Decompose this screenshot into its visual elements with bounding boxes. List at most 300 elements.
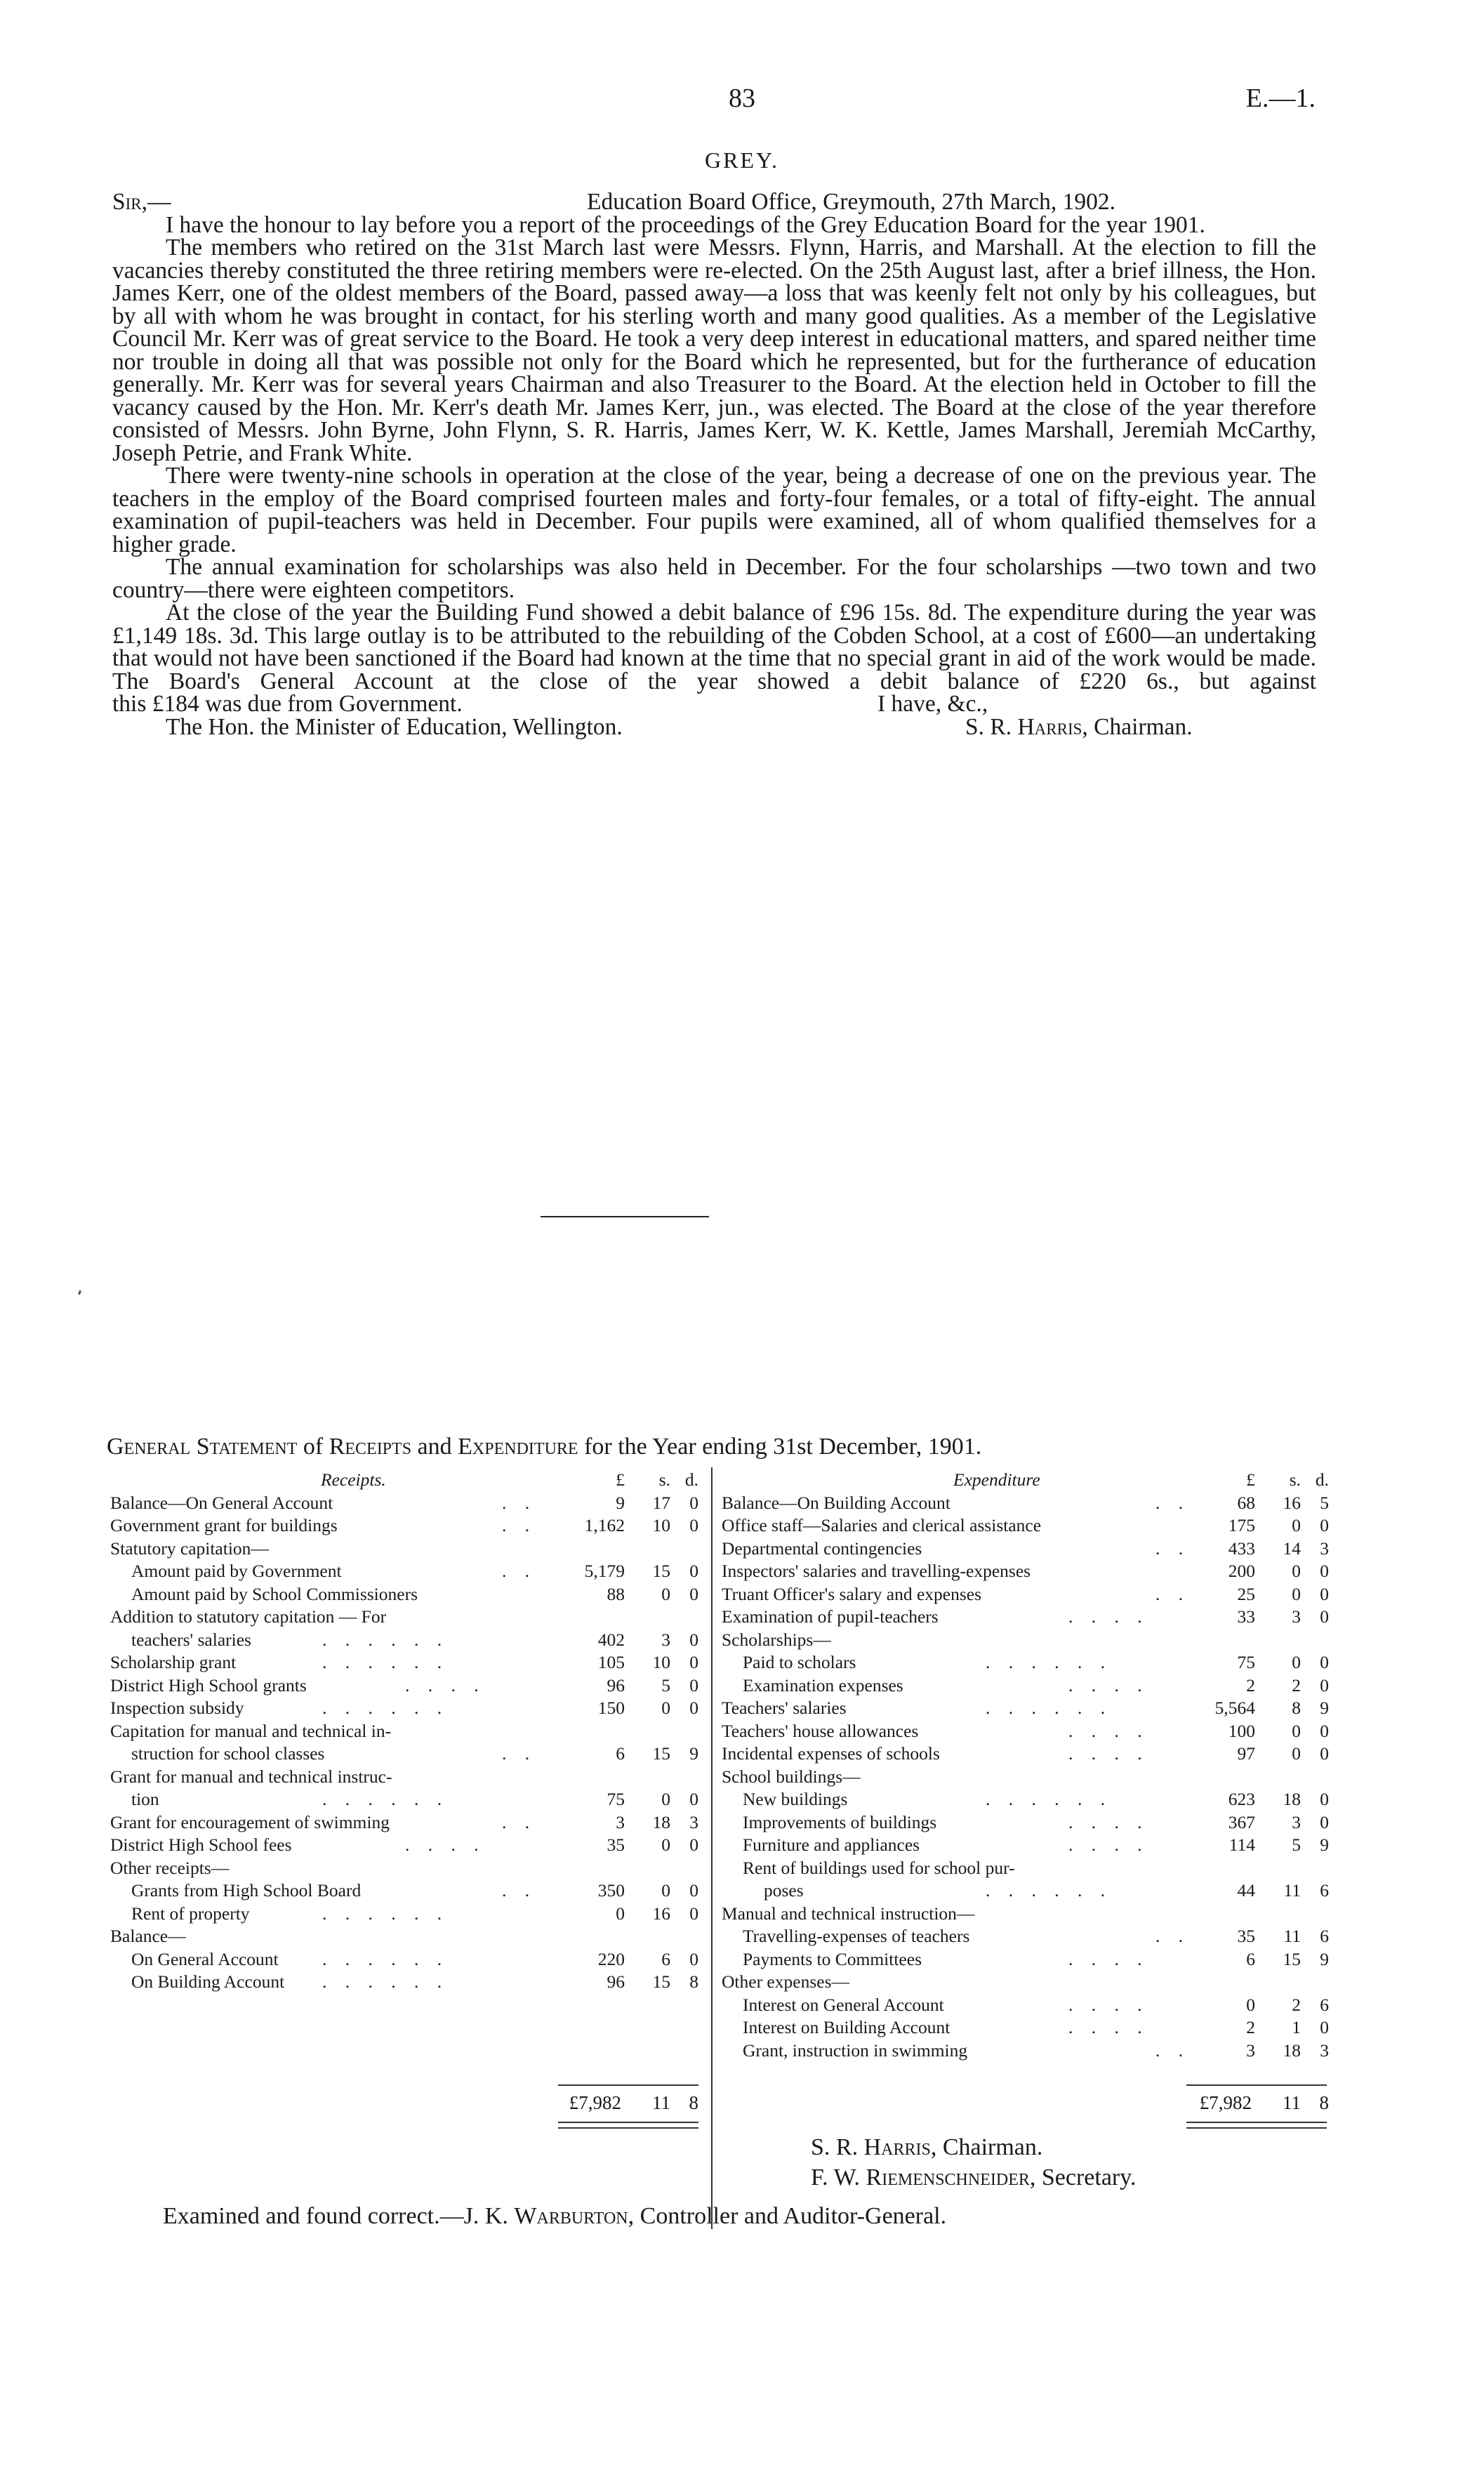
shillings-value: 3 bbox=[1292, 1606, 1301, 1627]
title-word: Expenditure bbox=[458, 1434, 578, 1460]
pounds-value: 33 bbox=[1237, 1606, 1255, 1627]
statement-row bbox=[110, 1766, 702, 1789]
statement-row bbox=[110, 1948, 702, 1971]
row-label: Interest on General Account bbox=[743, 1994, 944, 2015]
statement-row bbox=[722, 1857, 1332, 1880]
pounds-value: 44 bbox=[1237, 1880, 1255, 1900]
pence-value: 0 bbox=[1320, 1811, 1329, 1832]
leader-dots: . . . . bbox=[1068, 1811, 1149, 1832]
pence-value: 6 bbox=[1320, 1994, 1329, 2015]
receipts-total-pounds: £7,982 bbox=[569, 2092, 621, 2113]
statement-row bbox=[110, 1903, 702, 1926]
shillings-value: 15 bbox=[652, 1561, 670, 1581]
pence-value: 0 bbox=[689, 1629, 698, 1650]
leader-dots: . . bbox=[502, 1880, 537, 1900]
statement-row bbox=[110, 1629, 702, 1652]
statement-row bbox=[722, 1811, 1332, 1835]
pounds-value: 114 bbox=[1228, 1835, 1255, 1855]
shillings-header: s. bbox=[658, 1469, 670, 1490]
row-label: Inspectors' salaries and travelling-expenses bbox=[722, 1561, 1031, 1581]
shillings-value: 18 bbox=[1283, 1789, 1301, 1809]
pounds-value: 402 bbox=[597, 1629, 625, 1650]
pounds-value: 5,179 bbox=[584, 1561, 625, 1581]
pence-value: 0 bbox=[689, 1561, 698, 1581]
secretary-title: , Secretary. bbox=[1029, 2164, 1137, 2190]
row-label: Paid to scholars bbox=[743, 1652, 856, 1672]
leader-dots: . . . . bbox=[1068, 1606, 1149, 1627]
expenditure-total-double-rule bbox=[1186, 2122, 1327, 2129]
row-label: Manual and technical instruction— bbox=[722, 1903, 975, 1924]
pounds-value: 220 bbox=[597, 1948, 625, 1969]
pence-value: 9 bbox=[1320, 1698, 1329, 1718]
pence-value: 6 bbox=[1320, 1926, 1329, 1946]
pence-value: 0 bbox=[689, 1515, 698, 1535]
statement-row bbox=[722, 1583, 1332, 1606]
statement-row bbox=[722, 1720, 1332, 1743]
pence-value: 0 bbox=[689, 1880, 698, 1900]
title-word: for the Year ending 31st December, 1901. bbox=[584, 1434, 982, 1460]
shillings-value: 3 bbox=[1292, 1811, 1301, 1832]
row-label: Grants from High School Board bbox=[131, 1880, 362, 1900]
row-label: On General Account bbox=[131, 1948, 279, 1969]
shillings-value: 0 bbox=[661, 1880, 670, 1900]
row-label: poses bbox=[764, 1880, 804, 1900]
pence-value: 9 bbox=[1320, 1948, 1329, 1969]
salutation: Sir,— bbox=[112, 189, 171, 215]
statement-row bbox=[722, 1560, 1332, 1583]
expenditure-total-shillings: 11 bbox=[1283, 2092, 1301, 2113]
title-word: and bbox=[417, 1434, 452, 1460]
column-divider bbox=[711, 1467, 713, 2229]
pence-value: 3 bbox=[689, 1811, 698, 1832]
pounds-value: 0 bbox=[1246, 1994, 1255, 2015]
title-word: General bbox=[107, 1434, 191, 1460]
row-label: Amount paid by Government bbox=[131, 1561, 342, 1581]
pounds-value: 6 bbox=[616, 1743, 625, 1764]
paragraph: At the close of the year the Building Fund showed a debit balance of £96 15s. 8d. The expenditure during the year was £1,149 18s. 3d. This large outlay is to be attributed to the rebuilding of the Cobden School, at a cost of £600—an undertaking that would not have been sanctioned if the Board had known at the time that no special grant in aid of the work would be made. The Board's General Account at the close of the year showed a debit balance of £220 6s., but against bbox=[112, 600, 1316, 694]
statement-row bbox=[722, 1766, 1332, 1789]
shillings-value: 17 bbox=[652, 1492, 670, 1513]
pounds-value: 96 bbox=[607, 1674, 625, 1695]
pence-value: 0 bbox=[1320, 2017, 1329, 2037]
pence-value: 3 bbox=[1320, 1538, 1329, 1559]
statement-title bbox=[107, 1434, 1328, 1460]
row-label: Interest on Building Account bbox=[743, 2017, 950, 2037]
shillings-value: 15 bbox=[1283, 1948, 1301, 1969]
shillings-value: 14 bbox=[1283, 1538, 1301, 1559]
statement-row bbox=[722, 1538, 1332, 1561]
shillings-value: 8 bbox=[1292, 1698, 1301, 1718]
pence-value: 5 bbox=[1320, 1492, 1329, 1513]
leader-dots: . . bbox=[1155, 1538, 1191, 1559]
shillings-value: 10 bbox=[652, 1515, 670, 1535]
pence-value: 9 bbox=[1320, 1835, 1329, 1855]
shillings-value: 0 bbox=[661, 1835, 670, 1855]
statement-row bbox=[110, 1492, 702, 1515]
leader-dots: . . . . . . bbox=[322, 1652, 449, 1672]
signatory-name: S. R. Harris bbox=[965, 713, 1082, 740]
chairman-name: S. R. Harris bbox=[811, 2134, 931, 2160]
row-label: Capitation for manual and technical in- bbox=[110, 1720, 392, 1741]
pence-value: 0 bbox=[689, 1583, 698, 1604]
row-label: Scholarship grant bbox=[110, 1652, 237, 1672]
shillings-value: 0 bbox=[661, 1698, 670, 1718]
statement-row bbox=[722, 1514, 1332, 1538]
pounds-value: 3 bbox=[616, 1811, 625, 1832]
statement-row bbox=[110, 1514, 702, 1538]
leader-dots: . . . . . . bbox=[322, 1698, 449, 1718]
title-word: Statement bbox=[196, 1434, 298, 1460]
leader-dots: . . . . . . bbox=[322, 1629, 449, 1650]
shillings-value: 0 bbox=[661, 1789, 670, 1809]
pence-header: d. bbox=[684, 1469, 698, 1490]
leader-dots: . . . . bbox=[1068, 1835, 1149, 1855]
pence-value: 0 bbox=[1320, 1583, 1329, 1604]
row-label: teachers' salaries bbox=[131, 1629, 251, 1650]
pounds-value: 1,162 bbox=[584, 1515, 625, 1535]
leader-dots: . . . . . . bbox=[986, 1789, 1113, 1809]
statement-row bbox=[110, 1925, 702, 1948]
pence-value: 0 bbox=[689, 1789, 698, 1809]
statement-row bbox=[722, 1743, 1332, 1766]
row-label: Improvements of buildings bbox=[743, 1811, 937, 1832]
expenditure-total-pence: 8 bbox=[1319, 2092, 1329, 2113]
statement-row bbox=[722, 1834, 1332, 1857]
closing-text: this £184 was due from Government. bbox=[112, 691, 463, 717]
pounds-value: 150 bbox=[597, 1698, 625, 1718]
pence-value: 0 bbox=[689, 1835, 698, 1855]
statement-row bbox=[722, 1948, 1332, 1971]
row-label: Statutory capitation— bbox=[110, 1538, 269, 1559]
row-label: Inspection subsidy bbox=[110, 1698, 244, 1718]
shillings-value: 16 bbox=[1283, 1492, 1301, 1513]
row-label: Government grant for buildings bbox=[110, 1515, 338, 1535]
pence-value: 0 bbox=[689, 1674, 698, 1695]
stray-mark bbox=[78, 1290, 81, 1295]
pence-value: 0 bbox=[689, 1652, 698, 1672]
row-label: Other receipts— bbox=[110, 1857, 230, 1878]
statement-row bbox=[722, 1697, 1332, 1720]
statement-row bbox=[722, 1492, 1332, 1515]
pounds-value: 68 bbox=[1237, 1492, 1255, 1513]
receipts-header-row bbox=[110, 1469, 702, 1492]
statement-row bbox=[722, 1879, 1332, 1903]
shillings-value: 18 bbox=[1283, 2040, 1301, 2061]
pounds-value: 35 bbox=[607, 1835, 625, 1855]
title-word: Receipts bbox=[329, 1434, 412, 1460]
statement-row bbox=[110, 1606, 702, 1629]
letter-body bbox=[112, 191, 1316, 739]
row-label: Amount paid by School Commissioners bbox=[131, 1583, 418, 1604]
statement-row bbox=[110, 1538, 702, 1561]
pounds-value: 35 bbox=[1237, 1926, 1255, 1946]
statement-row bbox=[722, 1651, 1332, 1674]
statement-row bbox=[722, 1674, 1332, 1698]
row-label: Balance—On Building Account bbox=[722, 1492, 950, 1513]
shillings-value: 5 bbox=[1292, 1835, 1301, 1855]
statement-row bbox=[722, 2016, 1332, 2040]
shillings-header: s. bbox=[1289, 1469, 1301, 1490]
location-date: Education Board Office, Greymouth, 27th March, 1902. bbox=[587, 189, 1115, 215]
paragraph: I have the honour to lay before you a report of the proceedings of the Grey Education Board for the year 1901. bbox=[166, 211, 1205, 238]
leader-dots: . . . . . . bbox=[322, 1903, 449, 1924]
statement-row bbox=[722, 1994, 1332, 2017]
row-label: New buildings bbox=[743, 1789, 848, 1809]
pounds-value: 200 bbox=[1228, 1561, 1255, 1581]
pounds-value: 0 bbox=[616, 1903, 625, 1924]
expenditure-heading: Expenditure bbox=[953, 1469, 1040, 1490]
statement-row bbox=[110, 1674, 702, 1698]
pence-value: 0 bbox=[1320, 1743, 1329, 1764]
secretary-signature bbox=[811, 2164, 1137, 2191]
pence-value: 0 bbox=[1320, 1561, 1329, 1581]
receipts-column bbox=[110, 1469, 702, 1994]
paragraph: The annual examination for scholarships was also held in December. For the four scholarships —two town and two country—there were eighteen competitors. bbox=[112, 554, 1316, 603]
leader-dots: . . bbox=[502, 1515, 537, 1535]
pounds-value: 96 bbox=[607, 1971, 625, 1992]
page-number: 83 bbox=[729, 84, 755, 113]
statement-row bbox=[110, 1788, 702, 1811]
leader-dots: . . bbox=[502, 1492, 537, 1513]
receipts-heading: Receipts. bbox=[321, 1469, 386, 1490]
row-label: Addition to statutory capitation — For bbox=[110, 1606, 387, 1627]
statement-row bbox=[110, 1720, 702, 1743]
leader-dots: . . . . bbox=[1068, 1994, 1149, 2015]
statement-row bbox=[110, 1560, 702, 1583]
chairman-title: , Chairman. bbox=[930, 2134, 1043, 2160]
statement-row bbox=[110, 1583, 702, 1606]
row-label: Teachers' salaries bbox=[722, 1698, 847, 1718]
pounds-header: £ bbox=[616, 1469, 625, 1490]
row-label: Travelling-expenses of teachers bbox=[743, 1926, 970, 1946]
statement-row bbox=[110, 1743, 702, 1766]
leader-dots: . . . . . . bbox=[322, 1948, 449, 1969]
pence-value: 0 bbox=[1320, 1674, 1329, 1695]
pence-value: 0 bbox=[1320, 1789, 1329, 1809]
section-divider bbox=[541, 1216, 709, 1217]
row-label: District High School grants bbox=[110, 1674, 307, 1695]
report-title: GREY. bbox=[705, 147, 779, 173]
audit-line bbox=[163, 2203, 946, 2230]
pounds-value: 6 bbox=[1246, 1948, 1255, 1969]
shillings-value: 0 bbox=[1292, 1743, 1301, 1764]
statement-row bbox=[110, 1971, 702, 1994]
pence-value: 0 bbox=[689, 1492, 698, 1513]
audit-prefix: Examined and found correct.—J. K. bbox=[163, 2203, 515, 2229]
row-label: Balance— bbox=[110, 1926, 186, 1946]
leader-dots: . . . . . . bbox=[986, 1652, 1113, 1672]
shillings-value: 10 bbox=[652, 1652, 670, 1672]
row-label: Examination of pupil-teachers bbox=[722, 1606, 939, 1627]
statement-row bbox=[722, 1925, 1332, 1948]
shillings-value: 5 bbox=[661, 1674, 670, 1695]
pence-value: 3 bbox=[1320, 2040, 1329, 2061]
row-label: Scholarships— bbox=[722, 1629, 831, 1650]
receipts-total-double-rule bbox=[558, 2122, 698, 2129]
statement-row bbox=[110, 1857, 702, 1880]
leader-dots: . . . . . . bbox=[986, 1698, 1113, 1718]
statement-row bbox=[722, 2040, 1332, 2063]
pence-value: 0 bbox=[689, 1948, 698, 1969]
leader-dots: . . bbox=[1155, 2040, 1191, 2061]
row-label: Grant for manual and technical instruc- bbox=[110, 1766, 392, 1787]
pence-value: 0 bbox=[1320, 1515, 1329, 1535]
row-label: Payments to Committees bbox=[743, 1948, 922, 1969]
pence-value: 6 bbox=[1320, 1880, 1329, 1900]
pence-value: 9 bbox=[689, 1743, 698, 1764]
closing-line bbox=[112, 693, 1316, 716]
statement-row bbox=[722, 1903, 1332, 1926]
row-label: Departmental contingencies bbox=[722, 1538, 922, 1559]
expenditure-column bbox=[722, 1469, 1332, 2062]
pounds-value: 88 bbox=[607, 1583, 625, 1604]
pence-value: 8 bbox=[689, 1971, 698, 1992]
pounds-value: 100 bbox=[1228, 1720, 1255, 1741]
receipts-total-rule bbox=[558, 2084, 698, 2086]
leader-dots: . . bbox=[1155, 1583, 1191, 1604]
leader-dots: . . . . bbox=[1068, 2017, 1149, 2037]
expenditure-header-row bbox=[722, 1469, 1332, 1492]
shillings-value: 18 bbox=[652, 1811, 670, 1832]
pounds-value: 25 bbox=[1237, 1583, 1255, 1604]
shillings-value: 0 bbox=[1292, 1720, 1301, 1741]
shillings-value: 6 bbox=[661, 1948, 670, 1969]
row-label: Truant Officer's salary and expenses bbox=[722, 1583, 981, 1604]
pounds-value: 75 bbox=[1237, 1652, 1255, 1672]
letter-signature bbox=[965, 713, 1193, 740]
shillings-value: 0 bbox=[661, 1583, 670, 1604]
receipts-total bbox=[555, 2092, 702, 2116]
pounds-value: 5,564 bbox=[1214, 1698, 1255, 1718]
row-label: Grant for encouragement of swimming bbox=[110, 1811, 390, 1832]
statement-row bbox=[110, 1651, 702, 1674]
salutation-line bbox=[112, 191, 1316, 214]
row-label: Other expenses— bbox=[722, 1971, 849, 1992]
leader-dots: . . . . bbox=[1068, 1720, 1149, 1741]
row-label: Rent of property bbox=[131, 1903, 250, 1924]
row-label: On Building Account bbox=[131, 1971, 285, 1992]
pence-value: 0 bbox=[1320, 1606, 1329, 1627]
addressee-line bbox=[112, 713, 1316, 740]
row-label: Furniture and appliances bbox=[743, 1835, 920, 1855]
pence-value: 0 bbox=[1320, 1652, 1329, 1672]
shillings-value: 2 bbox=[1292, 1994, 1301, 2015]
row-label: struction for school classes bbox=[131, 1743, 325, 1764]
statement-row bbox=[110, 1834, 702, 1857]
statement-row bbox=[722, 1629, 1332, 1652]
pence-value: 0 bbox=[689, 1698, 698, 1718]
leader-dots: . . . . . . bbox=[322, 1789, 449, 1809]
statement-row bbox=[722, 1606, 1332, 1629]
leader-dots: . . . . . . bbox=[986, 1880, 1113, 1900]
pounds-value: 75 bbox=[607, 1789, 625, 1809]
pounds-value: 2 bbox=[1246, 2017, 1255, 2037]
leader-dots: . . . . bbox=[1068, 1743, 1149, 1764]
expenditure-total-pounds: £7,982 bbox=[1199, 2092, 1252, 2113]
pounds-value: 9 bbox=[616, 1492, 625, 1513]
leader-dots: . . bbox=[1155, 1492, 1191, 1513]
leader-dots: . . bbox=[502, 1811, 537, 1832]
pence-value: 0 bbox=[689, 1903, 698, 1924]
statement-row bbox=[110, 1879, 702, 1903]
chairman-signature bbox=[811, 2134, 1042, 2161]
row-label: Office staff—Salaries and clerical assistance bbox=[722, 1515, 1042, 1535]
receipts-total-pence: 8 bbox=[689, 2092, 698, 2113]
row-label: Grant, instruction in swimming bbox=[743, 2040, 968, 2061]
row-label: Incidental expenses of schools bbox=[722, 1743, 940, 1764]
valediction: I have, &c., bbox=[877, 691, 988, 717]
leader-dots: . . bbox=[1155, 1926, 1191, 1946]
statement-row bbox=[110, 1697, 702, 1720]
page-reference: E.—1. bbox=[1245, 84, 1316, 113]
title-word: of bbox=[303, 1434, 324, 1460]
shillings-value: 11 bbox=[1283, 1926, 1301, 1946]
shillings-value: 15 bbox=[652, 1743, 670, 1764]
pounds-value: 367 bbox=[1228, 1811, 1255, 1832]
statement-row bbox=[722, 1788, 1332, 1811]
paragraph: The members who retired on the 31st March last were Messrs. Flynn, Harris, and Marshall. At the election to fill the vacancies thereby constituted the three retiring members were re-elected. On the 25th August last, after a brief illness, the Hon. James Kerr, one of the oldest members of the Board, passed away—a loss that was keenly felt not only by his colleagues, but by all with whom he was brought in contact, for his sterling worth and many good qualities. As a member of the Legislative Council Mr. Kerr was of great service to the Board. He took a very deep interest in educational matters, and spared neither time nor trouble in doing all that was possible not only for the Board which he represented, but for the furtherance of education generally. Mr. Kerr was for several years Chairman and also Treasurer to the Board. At the election held in October to fill the vacancy caused by the Hon. Mr. Kerr's death Mr. James Kerr, jun., was elected. The Board at the close of the year therefore consisted of Messrs. John Byrne, John Flynn, S. R. Harris, James Kerr, W. K. Kettle, James Marshall, Jeremiah McCarthy, Joseph Petrie, and Frank White. bbox=[112, 234, 1316, 466]
leader-dots: . . bbox=[502, 1561, 537, 1581]
shillings-value: 0 bbox=[1292, 1561, 1301, 1581]
leader-dots: . . . . bbox=[1068, 1674, 1149, 1695]
row-label: tion bbox=[131, 1789, 159, 1809]
row-label: Rent of buildings used for school pur- bbox=[743, 1857, 1015, 1878]
row-label: Examination expenses bbox=[743, 1674, 903, 1695]
pence-header: d. bbox=[1315, 1469, 1329, 1490]
row-label: District High School fees bbox=[110, 1835, 292, 1855]
leader-dots: . . bbox=[502, 1743, 537, 1764]
pounds-value: 623 bbox=[1228, 1789, 1255, 1809]
expenditure-total-rule bbox=[1186, 2084, 1327, 2086]
pounds-header: £ bbox=[1246, 1469, 1255, 1490]
leader-dots: . . . . . . bbox=[322, 1971, 449, 1992]
leader-dots: . . . . bbox=[1068, 1948, 1149, 1969]
shillings-value: 16 bbox=[652, 1903, 670, 1924]
pounds-value: 3 bbox=[1246, 2040, 1255, 2061]
shillings-value: 2 bbox=[1292, 1674, 1301, 1695]
leader-dots: . . . . bbox=[405, 1674, 486, 1695]
expenditure-total bbox=[1179, 2092, 1332, 2116]
shillings-value: 3 bbox=[661, 1629, 670, 1650]
addressee: The Hon. the Minister of Education, Wellington. bbox=[166, 713, 623, 740]
shillings-value: 11 bbox=[1283, 1880, 1301, 1900]
pounds-value: 350 bbox=[597, 1880, 625, 1900]
pounds-value: 97 bbox=[1237, 1743, 1255, 1764]
paragraph: There were twenty-nine schools in operation at the close of the year, being a decrease of one on the previous year. The teachers in the employ of the Board comprised fourteen males and forty-four females, or a total of fifty-eight. The annual examination of pupil-teachers was held in December. Four pupils were examined, all of whom qualified themselves for a higher grade. bbox=[112, 463, 1316, 557]
auditor-name: Warburton bbox=[514, 2203, 628, 2229]
audit-suffix: , Controller and Auditor-General. bbox=[628, 2203, 947, 2229]
shillings-value: 1 bbox=[1292, 2017, 1301, 2037]
secretary-name: F. W. Riemenschneider bbox=[811, 2164, 1030, 2190]
pounds-value: 105 bbox=[597, 1652, 625, 1672]
pounds-value: 175 bbox=[1228, 1515, 1255, 1535]
pounds-value: 2 bbox=[1246, 1674, 1255, 1695]
row-label: School buildings— bbox=[722, 1766, 861, 1787]
signatory-title: , Chairman. bbox=[1082, 713, 1193, 740]
receipts-total-shillings: 11 bbox=[652, 2092, 670, 2113]
row-label: Balance—On General Account bbox=[110, 1492, 333, 1513]
shillings-value: 0 bbox=[1292, 1583, 1301, 1604]
leader-dots: . . . . bbox=[405, 1835, 486, 1855]
shillings-value: 15 bbox=[652, 1971, 670, 1992]
shillings-value: 0 bbox=[1292, 1515, 1301, 1535]
pence-value: 0 bbox=[1320, 1720, 1329, 1741]
statement-row bbox=[110, 1811, 702, 1835]
pounds-value: 433 bbox=[1228, 1538, 1255, 1559]
row-label: Teachers' house allowances bbox=[722, 1720, 919, 1741]
shillings-value: 0 bbox=[1292, 1652, 1301, 1672]
statement-row bbox=[722, 1971, 1332, 1994]
